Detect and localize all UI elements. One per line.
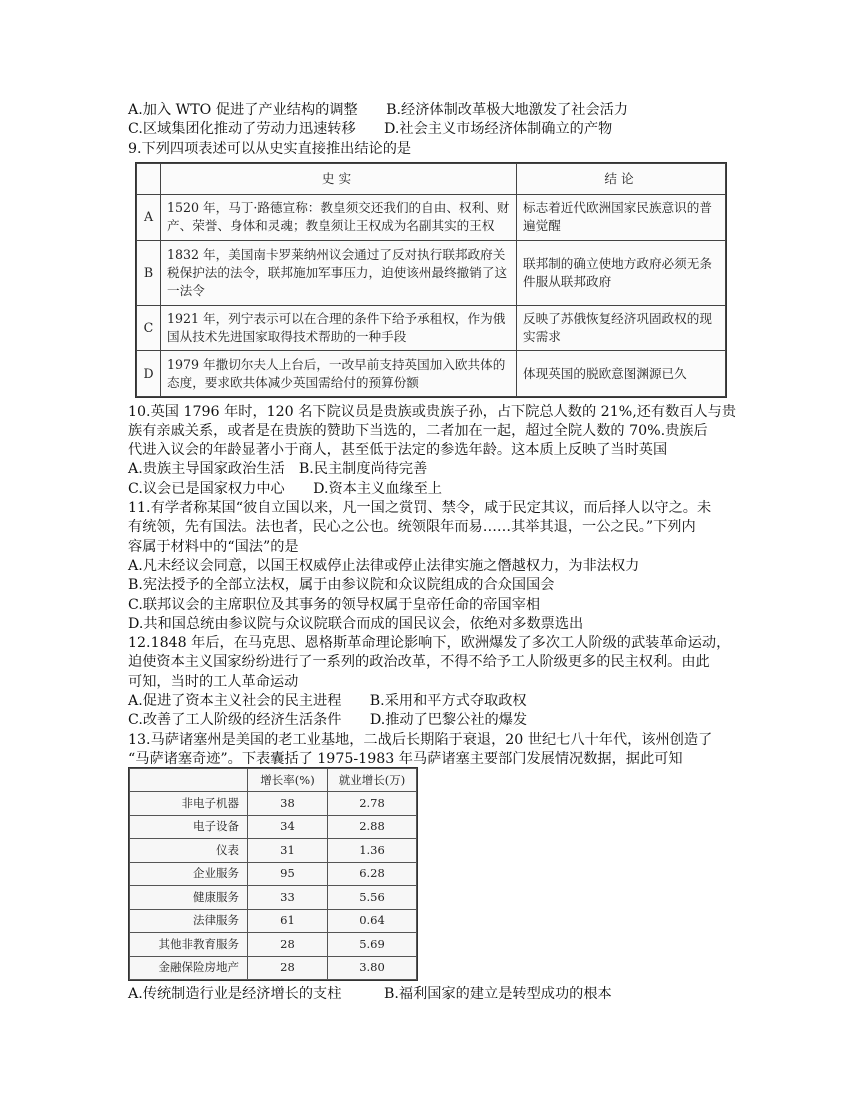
q9-row-conclusion: 体现英国的脱欧意图渊源已久 (517, 351, 726, 397)
q13-row-jobs: 5.56 (328, 886, 417, 910)
q12-stem-1: 12.1848 年后，在马克思、恩格斯革命理论影响下，欧洲爆发了多次工人阶级的武装革命运动， (128, 635, 731, 651)
q8-options-cd: C.区域集团化推动了劳动力迅速转移 D.社会主义市场经济体制确立的产物 (128, 121, 613, 137)
q13-row-rate: 28 (248, 956, 328, 980)
q9-row-conclusion: 反映了苏俄恢复经济巩固政权的现实需求 (517, 305, 726, 351)
q10-options-cd: C.议会已是国家权力中心 D.资本主义血缘至上 (128, 481, 442, 497)
q13-row-rate: 33 (248, 886, 328, 910)
q8-options-ab: A.加入 WTO 促进了产业结构的调整 B.经济体制改革极大地激发了社会活力 (128, 102, 629, 118)
q13-header-sector (130, 769, 248, 792)
q9-row-conclusion: 标志着近代欧洲国家民族意识的普遍觉醒 (517, 195, 726, 241)
q12-stem-3: 可知，当时的工人革命运动 (128, 674, 299, 690)
q13-row-jobs: 3.80 (328, 956, 417, 980)
q11-stem-2: 有统领，先有国法。法也者，民心之公也。统领限年而易……其举其退，一公之民。”下列内 (128, 519, 696, 535)
q12-stem-2: 迫使资本主义国家纷纷进行了一系列的政治改革，不得不给予工人阶级更多的民主权利。由此 (128, 654, 710, 670)
q12-options-ab: A.促进了资本主义社会的民主进程 B.采用和平方式夺取政权 (128, 693, 527, 709)
q13-row-jobs: 0.64 (328, 909, 417, 933)
q13-row-sector: 非电子机器 (130, 792, 248, 816)
q13-row-sector: 企业服务 (130, 862, 248, 886)
q13-row-rate: 95 (248, 862, 328, 886)
q13-row-sector: 仪表 (130, 839, 248, 863)
q13-row-rate: 28 (248, 933, 328, 957)
q10-options-ab: A.贵族主导国家政治生活 B.民主制度尚待完善 (128, 461, 428, 477)
q13-row-sector: 其他非教育服务 (130, 933, 248, 957)
q13-row-jobs: 2.78 (328, 792, 417, 816)
q13-row-rate: 34 (248, 815, 328, 839)
q11-stem-1: 11.有学者称某国“彼自立国以来，凡一国之赏罚、禁令，咸于民定其议，而后择人以守之。未 (128, 500, 712, 516)
q9-row-fact: 1921 年，列宁表示可以在合理的条件下给予承租权，作为俄国从技术先进国家取得技术帮助的一种手段 (161, 305, 517, 351)
q11-stem-3: 容属于材料中的“国法”的是 (128, 539, 299, 555)
q13-row-jobs: 2.88 (328, 815, 417, 839)
q13-stem-1: 13.马萨诸塞州是美国的老工业基地，二战后长期陷于衰退，20 世纪七八十年代，该州创造了 (128, 732, 713, 748)
q13-row-sector: 健康服务 (130, 886, 248, 910)
q9-stem: 9.下列四项表述可以从史实直接推出结论的是 (128, 141, 412, 157)
q13-row-sector: 金融保险房地产 (130, 956, 248, 980)
q13-options-ab: A.传统制造行业是经济增长的支柱 B.福利国家的建立是转型成功的根本 (128, 986, 612, 1002)
q13-stem-2: “马萨诸塞奇迹”。下表囊括了 1975-1983 年马萨诸塞主要部门发展情况数据，据此可知 (128, 751, 683, 767)
q9-header-blank (137, 164, 161, 195)
q9-row-conclusion: 联邦制的确立使地方政府必须无条件服从联邦政府 (517, 240, 726, 305)
q11-option-b: B.宪法授予的全部立法权，属于由参议院和众议院组成的合众国国会 (128, 577, 555, 593)
q10-stem-1: 10.英国 1796 年时，120 名下院议员是贵族或贵族子孙，占下院总人数的 21%,还有数百人与贵 (128, 404, 737, 420)
q11-option-a: A.凡未经议会同意，以国王权威停止法律或停止法律实施之僭越权力，为非法权力 (128, 558, 640, 574)
q9-row-fact: 1832 年，美国南卡罗莱纳州议会通过了反对执行联邦政府关税保护法的法令，联邦施加军事压力，迫使该州最终撤销了这一法令 (161, 240, 517, 305)
q11-option-c: C.联邦议会的主席职位及其事务的领导权属于皇帝任命的帝国宰相 (128, 597, 541, 613)
q13-row-rate: 31 (248, 839, 328, 863)
q9-row-fact: 1520 年，马丁·路德宣称：教皇须交还我们的自由、权利、财产、荣誉、身体和灵魂；教皇须让王权成为名副其实的王权 (161, 195, 517, 241)
q9-row-letter: C (137, 305, 161, 351)
q13-row-jobs: 1.36 (328, 839, 417, 863)
q11-option-d: D.共和国总统由参议院与众议院联合而成的国民议会，依绝对多数票选出 (128, 616, 584, 632)
q13-row-sector: 电子设备 (130, 815, 248, 839)
q9-table (135, 162, 727, 398)
q13-row-jobs: 6.28 (328, 862, 417, 886)
q9-row-letter: B (137, 240, 161, 305)
q10-stem-3: 代进入议会的年龄显著小于商人，甚至低于法定的参选年龄。这本质上反映了当时英国 (128, 442, 668, 458)
q9-row-fact: 1979 年撒切尔夫人上台后，一改早前支持英国加入欧共体的态度，要求欧共体减少英国需给付的预算份额 (161, 351, 517, 397)
q12-options-cd: C.改善了工人阶级的经济生活条件 D.推动了巴黎公社的爆发 (128, 712, 528, 728)
q9-row-letter: A (137, 195, 161, 241)
q9-row-letter: D (137, 351, 161, 397)
q13-row-jobs: 5.69 (328, 933, 417, 957)
q13-header-jobs: 就业增长(万) (328, 769, 417, 792)
q10-stem-2: 族有亲戚关系，或者是在贵族的赞助下当选的，二者加在一起，超过全院人数的 70%.贵族后 (128, 423, 708, 439)
q9-header-conclusion: 结论 (517, 164, 726, 195)
q13-header-rate: 增长率(%) (248, 769, 328, 792)
q13-row-rate: 61 (248, 909, 328, 933)
q13-row-sector: 法律服务 (130, 909, 248, 933)
q13-table (128, 767, 418, 981)
q9-header-fact: 史实 (161, 164, 517, 195)
q13-row-rate: 38 (248, 792, 328, 816)
